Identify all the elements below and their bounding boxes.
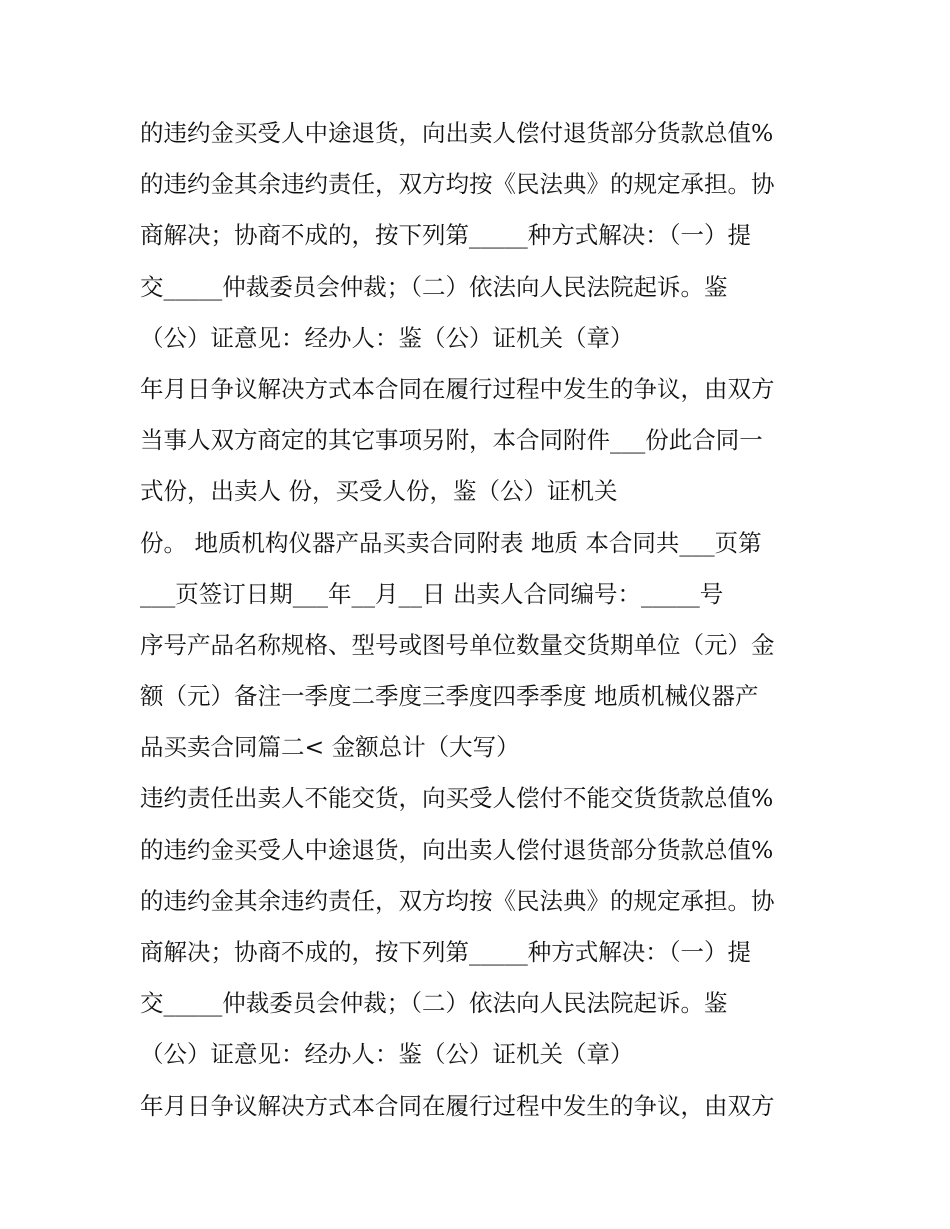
text-line: 的违约金其余违约责任，双方均按《民法典》的规定承担。协 [140,886,775,915]
text-line: 违约责任出卖人不能交货，向买受人偿付不能交货货款总值% [140,784,774,813]
text-line: 当事人双方商定的其它事项另附，本合同附件___份此合同一 [140,426,763,455]
text-line: 交_____仲裁委员会仲裁；（二）依法向人民法院起诉。鉴 [140,989,728,1018]
text-line: 份。 地质机构仪器产品买卖合同附表 地质 本合同共___页第 [140,528,762,557]
text-line: 的违约金买受人中途退货，向出卖人偿付退货部分货款总值% [140,835,774,864]
text-line: （公）证意见：经办人：鉴（公）证机关（章） [140,1040,634,1069]
text-line: （公）证意见：经办人：鉴（公）证机关（章） [140,323,634,352]
text-line: 商解决；协商不成的，按下列第_____种方式解决：（一）提 [140,938,751,966]
text-line: 式份，出卖人 份，买受人份，鉴（公）证机关 [140,477,618,506]
text-line: 的违约金买受人中途退货，向出卖人偿付退货部分货款总值% [140,119,774,147]
text-line: 品买卖合同篇二< 金额总计（大写） [140,733,520,762]
text-line: 商解决；协商不成的，按下列第_____种方式解决：（一）提 [140,221,751,250]
text-line: 序号产品名称规格、型号或图号单位数量交货期单位（元）金 [140,630,775,659]
text-line: 额（元）备注一季度二季度三季度四季季度 地质机械仪器产 [140,682,759,711]
text-line: 的违约金其余违约责任，双方均按《民法典》的规定承担。协 [140,170,775,199]
text-line: 年月日争议解决方式本合同在履行过程中发生的争议，由双方 [140,374,775,403]
text-line: 年月日争议解决方式本合同在履行过程中发生的争议，由双方 [140,1091,775,1120]
text-line: ___页签订日期___年__月__日 出卖人合同编号：_____号 [140,579,724,608]
contract-text-body [140,108,820,1132]
text-line: 交_____仲裁委员会仲裁；（二）依法向人民法院起诉。鉴 [140,272,728,301]
